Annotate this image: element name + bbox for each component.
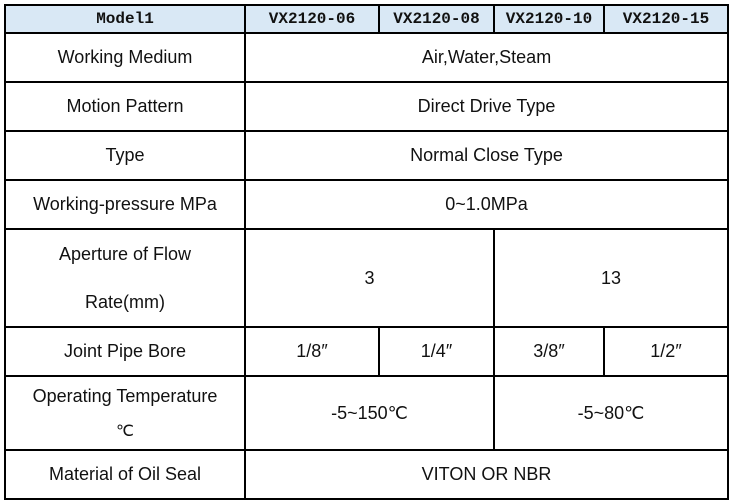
model-vx2120-06: VX2120-06 [245,5,379,33]
oil-seal-label: Material of Oil Seal [5,450,245,499]
motion-pattern-label: Motion Pattern [5,82,245,131]
row-joint-pipe-bore [5,327,728,376]
operating-temperature-value: -5~80℃ [494,376,728,450]
row-aperture [5,229,728,327]
working-pressure-value: 0~1.0MPa [245,180,728,229]
row-motion-pattern [5,82,728,131]
operating-temperature-label-line1: Operating Temperature [32,386,218,406]
type-value: Normal Close Type [245,131,728,180]
motion-pattern-value: Direct Drive Type [245,82,728,131]
row-working-medium [5,33,728,82]
aperture-label-line1: Aperture of Flow [58,244,192,264]
operating-temperature-label-unit: ℃ [116,423,134,440]
working-medium-label: Working Medium [5,33,245,82]
aperture-value-small: 3 [245,229,494,327]
operating-temperature-value: -5~150℃ [245,376,494,450]
row-type [5,131,728,180]
joint-pipe-bore-value: 3/8″ [494,327,604,376]
row-operating-temperature [5,376,728,450]
model-vx2120-08: VX2120-08 [379,5,494,33]
aperture-label [5,229,245,327]
joint-pipe-bore-value: 1/8″ [245,327,379,376]
aperture-value-large: 13 [494,229,728,327]
oil-seal-value: VITON OR NBR [245,450,728,499]
spec-table [4,4,729,500]
aperture-label-line2: Rate(mm) [85,292,165,312]
operating-temperature-label [5,376,245,450]
working-pressure-label: Working-pressure MPa [5,180,245,229]
row-working-pressure [5,180,728,229]
joint-pipe-bore-value: 1/2″ [604,327,728,376]
type-label: Type [5,131,245,180]
model-vx2120-10: VX2120-10 [494,5,604,33]
joint-pipe-bore-label: Joint Pipe Bore [5,327,245,376]
header-row [5,5,728,33]
model-vx2120-15: VX2120-15 [604,5,728,33]
working-medium-value: Air,Water,Steam [245,33,728,82]
joint-pipe-bore-value: 1/4″ [379,327,494,376]
model-label-cell: Model1 [5,5,245,33]
row-oil-seal [5,450,728,499]
